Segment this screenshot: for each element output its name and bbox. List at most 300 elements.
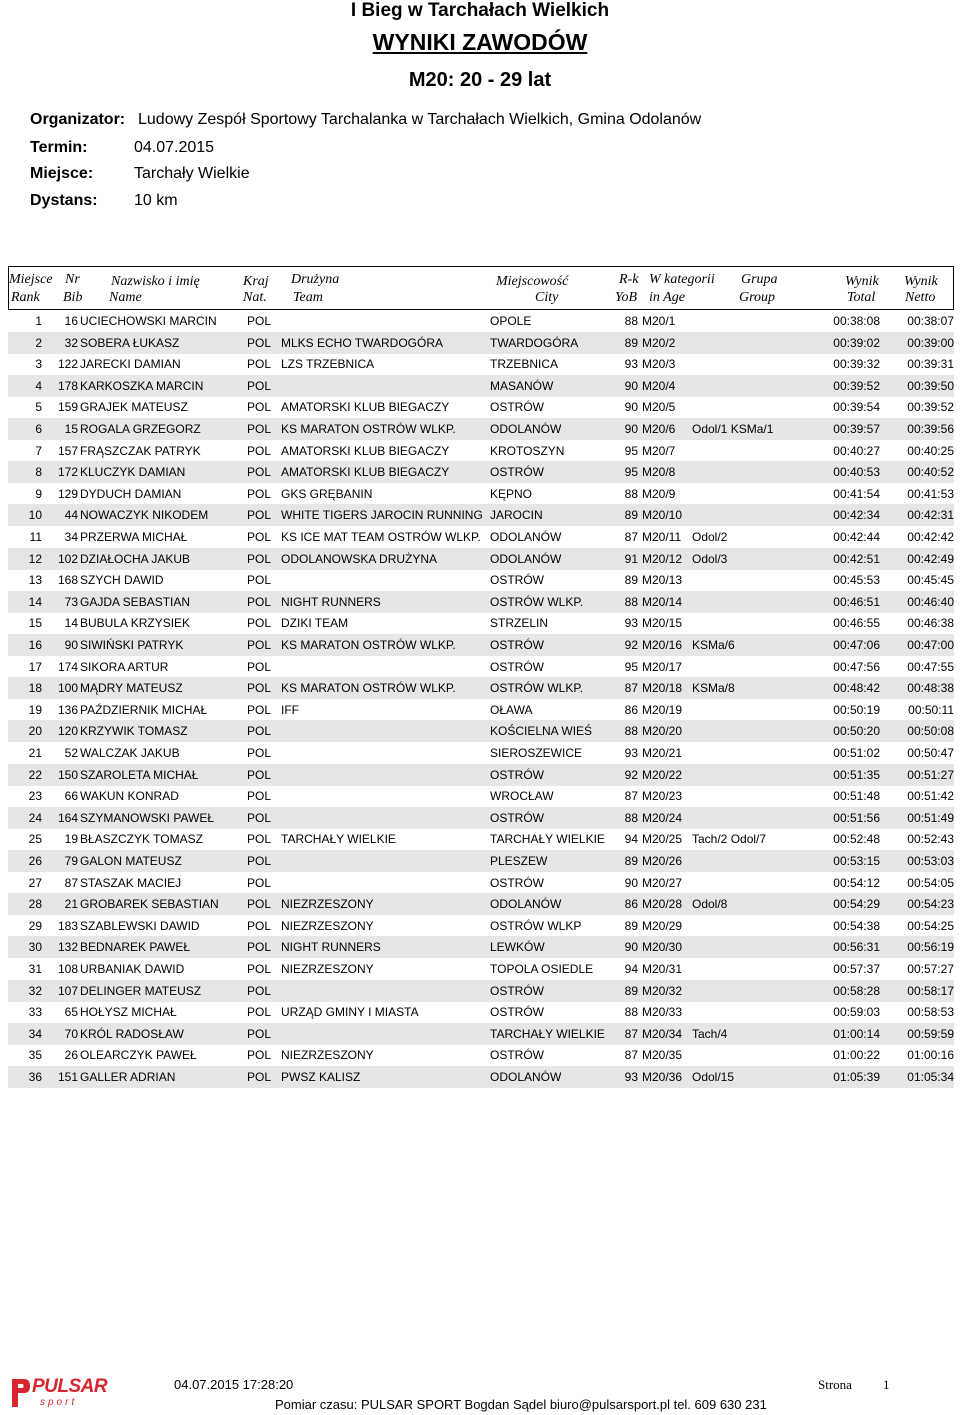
cell-city: OSTRÓW	[490, 810, 544, 825]
cell-name: MĄDRY MATEUSZ	[80, 681, 183, 696]
cell-age: M20/21	[642, 746, 683, 760]
header-nat-en: Nat.	[243, 290, 267, 305]
cell-nat: POL	[247, 1048, 272, 1063]
cell-nat: POL	[247, 443, 272, 458]
cell-nat: POL	[247, 616, 272, 631]
cell-total: 00:56:31	[833, 940, 880, 955]
cell-bib: 87	[64, 875, 78, 890]
cell-name: SIWIŃSKI PATRYK	[80, 638, 184, 652]
logo-subtext: sport	[40, 1397, 78, 1408]
cell-city: OSTRÓW	[490, 465, 544, 480]
cell-bib: 100	[57, 681, 78, 696]
cell-age: M20/17	[642, 659, 683, 674]
cell-group: Odol/15	[692, 1070, 735, 1084]
cell-total: 00:47:06	[833, 638, 880, 652]
cell-bib: 122	[57, 357, 78, 372]
cell-age: M20/27	[642, 875, 683, 890]
cell-group: KSMa/8	[692, 681, 735, 696]
cell-age: M20/19	[642, 702, 683, 717]
cell-group: Odol/8	[692, 897, 728, 912]
info-value: Tarchały Wielkie	[134, 165, 250, 182]
cell-yob: 93	[624, 746, 638, 760]
table-row	[8, 461, 954, 483]
cell-city: OŁAWA	[490, 702, 533, 717]
cell-city: MASANÓW	[490, 378, 554, 393]
cell-team: IFF	[281, 702, 299, 717]
cell-rank: 34	[28, 1026, 42, 1041]
cell-nat: POL	[247, 767, 272, 782]
cell-name: HOŁYSZ MICHAŁ	[80, 1005, 177, 1020]
table-row	[8, 1066, 954, 1088]
cell-name: FRĄSZCZAK PATRYK	[80, 443, 201, 458]
cell-age: M20/6	[642, 422, 676, 436]
cell-age: M20/10	[642, 508, 683, 523]
cell-bib: 136	[57, 702, 78, 717]
cell-netto: 00:42:42	[907, 530, 954, 544]
header-age-pl: W kategorii	[649, 272, 715, 287]
cell-city: OSTRÓW	[490, 767, 544, 782]
cell-total: 00:46:51	[833, 594, 880, 609]
info-value: 04.07.2015	[134, 139, 215, 156]
cell-name: GALON MATEUSZ	[80, 854, 182, 868]
cell-yob: 95	[624, 465, 638, 480]
cell-city: TARCHAŁY WIELKIE	[490, 1026, 605, 1041]
cell-city: TARCHAŁY WIELKIE	[490, 832, 605, 847]
cell-total: 00:54:29	[833, 897, 880, 912]
cell-yob: 90	[624, 422, 638, 436]
cell-yob: 90	[624, 875, 638, 890]
cell-rank: 27	[28, 875, 42, 890]
cell-nat: POL	[247, 875, 272, 890]
cell-rank: 5	[35, 400, 42, 415]
cell-age: M20/22	[642, 767, 683, 782]
cell-nat: POL	[247, 1070, 272, 1084]
table-row	[8, 807, 954, 829]
cell-city: OSTRÓW	[490, 1048, 544, 1063]
cell-total: 00:39:54	[833, 400, 880, 415]
cell-bib: 21	[64, 897, 78, 912]
table-row	[8, 764, 954, 786]
cell-rank: 23	[28, 789, 42, 804]
cell-rank: 24	[28, 810, 42, 825]
cell-total: 00:59:03	[833, 1005, 880, 1020]
cell-name: ROGALA GRZEGORZ	[80, 422, 201, 436]
header-rank-en: Rank	[11, 290, 40, 305]
cell-rank: 31	[28, 962, 42, 976]
cell-nat: POL	[247, 983, 272, 998]
cell-age: M20/15	[642, 616, 683, 631]
cell-netto: 00:39:56	[907, 422, 954, 436]
cell-rank: 36	[28, 1070, 42, 1084]
table-row	[8, 612, 954, 634]
table-row	[8, 958, 954, 980]
cell-name: SIKORA ARTUR	[80, 659, 169, 674]
cell-yob: 92	[624, 767, 638, 782]
table-row	[8, 742, 954, 764]
cell-age: M20/9	[642, 486, 676, 501]
cell-city: ODOLANÓW	[490, 551, 562, 566]
cell-city: TRZEBNICA	[490, 357, 559, 372]
cell-yob: 89	[624, 573, 638, 588]
cell-netto: 00:48:38	[907, 681, 954, 696]
cell-bib: 44	[64, 508, 78, 523]
cell-yob: 93	[624, 616, 638, 631]
cell-total: 00:48:42	[833, 681, 880, 696]
cell-nat: POL	[247, 486, 272, 501]
cell-bib: 108	[57, 962, 78, 976]
cell-yob: 88	[624, 810, 638, 825]
cell-nat: POL	[247, 1026, 272, 1041]
cell-name: GRAJEK MATEUSZ	[80, 400, 188, 415]
cell-rank: 32	[28, 983, 42, 998]
cell-city: TWARDOGÓRA	[490, 335, 579, 350]
cell-city: OSTRÓW	[490, 875, 544, 890]
cell-nat: POL	[247, 702, 272, 717]
cell-yob: 90	[624, 378, 638, 393]
cell-city: SIEROSZEWICE	[490, 746, 583, 760]
cell-netto: 00:54:05	[907, 875, 954, 890]
cell-team: NIEZRZESZONY	[281, 897, 374, 912]
cell-netto: 00:47:55	[907, 659, 954, 674]
cell-netto: 00:47:00	[907, 638, 954, 652]
cell-name: NOWACZYK NIKODEM	[80, 508, 209, 523]
cell-netto: 00:50:08	[907, 724, 954, 739]
cell-rank: 4	[35, 378, 42, 393]
cell-rank: 1	[35, 314, 42, 328]
cell-bib: 73	[64, 594, 78, 609]
cell-netto: 00:57:27	[907, 962, 954, 976]
cell-team: NIGHT RUNNERS	[281, 594, 381, 609]
cell-age: M20/13	[642, 573, 683, 588]
header-bib-en: Bib	[63, 290, 83, 305]
cell-age: M20/18	[642, 681, 683, 696]
cell-nat: POL	[247, 962, 272, 976]
cell-yob: 89	[624, 983, 638, 998]
cell-rank: 8	[35, 465, 42, 480]
cell-bib: 34	[64, 530, 78, 544]
cell-team: AMATORSKI KLUB BIEGACZY	[281, 443, 450, 458]
cell-bib: 151	[57, 1070, 78, 1084]
cell-total: 00:50:20	[833, 724, 880, 739]
cell-team: MLKS ECHO TWARDOGÓRA	[281, 335, 444, 350]
cell-rank: 9	[35, 486, 42, 501]
cell-nat: POL	[247, 314, 272, 328]
cell-name: KRZYWIK TOMASZ	[80, 724, 188, 739]
cell-team: KS MARATON OSTRÓW WLKP.	[281, 638, 456, 652]
table-row	[8, 548, 954, 570]
cell-yob: 87	[624, 1048, 638, 1063]
cell-bib: 164	[57, 810, 78, 825]
table-row	[8, 483, 954, 505]
cell-age: M20/8	[642, 465, 676, 480]
cell-bib: 90	[64, 638, 78, 652]
cell-rank: 2	[35, 335, 42, 350]
cell-nat: POL	[247, 530, 272, 544]
table-row	[8, 332, 954, 354]
cell-city: OSTRÓW WLKP	[490, 918, 582, 933]
header-nat-pl: Kraj	[243, 274, 269, 289]
cell-nat: POL	[247, 810, 272, 825]
cell-age: M20/3	[642, 357, 676, 372]
cell-group: Tach/4	[692, 1026, 728, 1041]
header-group-en: Group	[739, 290, 776, 305]
cell-city: ODOLANÓW	[490, 422, 562, 436]
cell-bib: 150	[57, 767, 78, 782]
info-label: Termin:	[30, 139, 88, 156]
cell-age: M20/5	[642, 400, 676, 415]
cell-total: 00:42:44	[833, 530, 880, 544]
cell-age: M20/28	[642, 897, 683, 912]
cell-team: GKS GRĘBANIN	[281, 486, 373, 501]
timing-credit: Pomiar czasu: PULSAR SPORT Bogdan Sądel biuro@pulsarsport.pl tel. 609 630 231	[275, 1397, 767, 1412]
cell-netto: 00:52:43	[907, 832, 954, 847]
cell-city: PLESZEW	[490, 854, 548, 868]
cell-age: M20/25	[642, 832, 683, 847]
cell-total: 00:51:48	[833, 789, 880, 804]
cell-nat: POL	[247, 832, 272, 847]
cell-yob: 89	[624, 918, 638, 933]
cell-team: ODOLANOWSKA DRUŻYNA	[281, 551, 438, 566]
cell-total: 00:51:56	[833, 810, 880, 825]
cell-total: 00:51:35	[833, 767, 880, 782]
cell-bib: 172	[57, 465, 78, 480]
cell-total: 00:40:53	[833, 465, 880, 480]
cell-city: OSTRÓW	[490, 638, 544, 652]
cell-total: 00:54:38	[833, 918, 880, 933]
header-team-en: Team	[293, 290, 323, 305]
cell-city: LEWKÓW	[490, 940, 545, 955]
cell-yob: 86	[624, 897, 638, 912]
info-value: Ludowy Zespół Sportowy Tarchalanka w Tarchałach Wielkich, Gmina Odolanów	[138, 111, 702, 128]
cell-nat: POL	[247, 400, 272, 415]
cell-age: M20/33	[642, 1005, 683, 1020]
cell-rank: 35	[28, 1048, 42, 1063]
cell-netto: 00:50:47	[907, 746, 954, 760]
cell-city: OSTRÓW	[490, 983, 544, 998]
cell-city: OSTRÓW WLKP.	[490, 594, 584, 609]
header-netto-pl: Wynik	[904, 274, 938, 289]
cell-name: OLEARCZYK PAWEŁ	[80, 1048, 197, 1063]
cell-rank: 12	[28, 551, 42, 566]
table-row	[8, 310, 954, 332]
cell-netto: 00:41:53	[907, 486, 954, 501]
cell-team: NIGHT RUNNERS	[281, 940, 381, 955]
cell-netto: 00:53:03	[907, 854, 954, 868]
cell-yob: 88	[624, 724, 638, 739]
cell-nat: POL	[247, 378, 272, 393]
cell-rank: 10	[28, 508, 42, 523]
table-row	[8, 440, 954, 462]
cell-name: KRÓL RADOSŁAW	[80, 1026, 184, 1041]
cell-nat: POL	[247, 789, 272, 804]
cell-netto: 00:54:23	[907, 897, 954, 912]
cell-rank: 14	[28, 594, 42, 609]
cell-yob: 88	[624, 594, 638, 609]
cell-team: URZĄD GMINY I MIASTA	[281, 1005, 419, 1020]
cell-name: SOBERA ŁUKASZ	[80, 335, 180, 350]
cell-city: ODOLANÓW	[490, 530, 562, 544]
print-timestamp: 04.07.2015 17:28:20	[174, 1377, 294, 1392]
cell-netto: 00:54:25	[907, 918, 954, 933]
header-name-pl: Nazwisko i imię	[111, 274, 200, 289]
info-label: Dystans:	[30, 192, 98, 209]
cell-bib: 159	[57, 400, 78, 415]
cell-nat: POL	[247, 854, 272, 868]
cell-nat: POL	[247, 573, 272, 588]
cell-yob: 95	[624, 443, 638, 458]
cell-bib: 107	[57, 983, 78, 998]
cell-nat: POL	[247, 940, 272, 955]
cell-city: TOPOLA OSIEDLE	[490, 962, 594, 976]
cell-name: GROBAREK SEBASTIAN	[80, 897, 219, 912]
cell-total: 00:39:02	[833, 335, 880, 350]
table-row	[8, 375, 954, 397]
cell-bib: 52	[64, 746, 78, 760]
table-row	[8, 569, 954, 591]
cell-yob: 88	[624, 486, 638, 501]
cell-rank: 20	[28, 724, 42, 739]
table-row	[8, 1001, 954, 1023]
cell-city: KOŚCIELNA WIEŚ	[490, 724, 593, 739]
cell-yob: 95	[624, 659, 638, 674]
table-row	[8, 656, 954, 678]
cell-city: OPOLE	[490, 314, 532, 328]
cell-netto: 00:39:50	[907, 378, 954, 393]
cell-netto: 00:58:17	[907, 983, 954, 998]
cell-bib: 183	[57, 918, 78, 933]
cell-rank: 18	[28, 681, 42, 696]
table-row	[8, 980, 954, 1002]
cell-rank: 6	[35, 422, 42, 436]
cell-total: 00:42:34	[833, 508, 880, 523]
cell-netto: 00:58:53	[907, 1005, 954, 1020]
cell-bib: 15	[64, 422, 78, 436]
cell-yob: 90	[624, 940, 638, 955]
table-row	[8, 720, 954, 742]
cell-nat: POL	[247, 918, 272, 933]
cell-bib: 26	[64, 1048, 78, 1063]
cell-yob: 93	[624, 357, 638, 372]
table-row	[8, 893, 954, 915]
cell-bib: 79	[64, 854, 78, 868]
header-total-pl: Wynik	[845, 274, 879, 289]
cell-yob: 89	[624, 335, 638, 350]
cell-name: WAKUN KONRAD	[80, 789, 179, 804]
cell-netto: 01:05:34	[907, 1070, 954, 1084]
cell-name: JARECKI DAMIAN	[80, 357, 181, 372]
cell-age: M20/31	[642, 962, 683, 976]
cell-name: SZAROLETA MICHAŁ	[80, 767, 199, 782]
cell-yob: 87	[624, 789, 638, 804]
cell-bib: 174	[57, 659, 78, 674]
cell-netto: 00:51:27	[907, 767, 954, 782]
cell-team: NIEZRZESZONY	[281, 1048, 374, 1063]
cell-yob: 86	[624, 702, 638, 717]
header-group-pl: Grupa	[741, 272, 778, 287]
cell-netto: 00:50:11	[908, 702, 954, 717]
table-row	[8, 699, 954, 721]
cell-age: M20/14	[642, 594, 683, 609]
cell-name: BEDNAREK PAWEŁ	[80, 940, 191, 955]
cell-name: BŁASZCZYK TOMASZ	[80, 832, 203, 847]
cell-city: JAROCIN	[490, 508, 543, 523]
cell-netto: 00:38:07	[907, 314, 954, 328]
cell-yob: 89	[624, 854, 638, 868]
info-label: Organizator:	[30, 111, 126, 128]
cell-city: OSTRÓW	[490, 1005, 544, 1020]
cell-netto: 00:42:49	[907, 551, 954, 566]
cell-bib: 120	[57, 724, 78, 739]
table-row	[8, 1044, 954, 1066]
cell-total: 01:00:14	[833, 1026, 880, 1041]
cell-bib: 178	[57, 378, 78, 393]
cell-rank: 26	[28, 854, 42, 868]
cell-rank: 13	[28, 573, 42, 588]
cell-city: ODOLANÓW	[490, 1070, 562, 1084]
cell-total: 00:38:08	[833, 314, 880, 328]
cell-netto: 00:59:59	[907, 1026, 954, 1041]
cell-total: 00:45:53	[833, 573, 880, 588]
cell-team: AMATORSKI KLUB BIEGACZY	[281, 465, 450, 480]
cell-group: Tach/2 Odol/7	[692, 832, 767, 847]
cell-netto: 00:45:45	[907, 573, 954, 588]
cell-team: TARCHAŁY WIELKIE	[281, 832, 396, 847]
cell-yob: 88	[624, 314, 638, 328]
cell-age: M20/20	[642, 724, 683, 739]
cell-total: 00:42:51	[833, 551, 880, 566]
cell-yob: 89	[624, 508, 638, 523]
cell-nat: POL	[247, 659, 272, 674]
cell-netto: 00:39:00	[907, 335, 954, 350]
cell-total: 00:39:52	[833, 378, 880, 393]
cell-age: M20/36	[642, 1070, 683, 1084]
cell-yob: 90	[624, 400, 638, 415]
cell-name: DZIAŁOCHA JAKUB	[80, 551, 191, 566]
cell-total: 00:57:37	[833, 962, 880, 976]
header-yob-en: YoB	[615, 290, 638, 305]
header-name-en: Name	[109, 290, 142, 305]
cell-team: AMATORSKI KLUB BIEGACZY	[281, 400, 450, 415]
page-label: Strona	[818, 1377, 852, 1392]
cell-netto: 00:42:31	[907, 508, 954, 523]
cell-nat: POL	[247, 724, 272, 739]
cell-total: 00:52:48	[833, 832, 880, 847]
header-city-en: City	[535, 290, 559, 305]
table-header	[8, 266, 954, 310]
cell-city: STRZELIN	[490, 616, 549, 631]
cell-nat: POL	[247, 422, 272, 436]
cell-rank: 30	[28, 940, 42, 955]
cell-city: ODOLANÓW	[490, 897, 562, 912]
cell-nat: POL	[247, 551, 272, 566]
cell-age: M20/1	[642, 314, 676, 328]
cell-name: SZYMANOWSKI PAWEŁ	[80, 810, 215, 825]
cell-netto: 00:56:19	[907, 940, 954, 955]
cell-age: M20/2	[642, 335, 676, 350]
cell-age: M20/30	[642, 940, 683, 955]
table-row	[8, 785, 954, 807]
cell-rank: 7	[35, 443, 42, 458]
logo-text: PULSAR	[32, 1376, 108, 1397]
cell-age: M20/7	[642, 443, 676, 458]
cell-age: M20/24	[642, 810, 683, 825]
cell-rank: 29	[28, 918, 42, 933]
cell-name: STASZAK MACIEJ	[80, 875, 182, 890]
cell-name: SZYCH DAWID	[80, 573, 164, 588]
cell-netto: 00:40:25	[907, 443, 954, 458]
cell-bib: 157	[57, 443, 78, 458]
cell-name: BUBULA KRZYSIEK	[80, 616, 191, 631]
